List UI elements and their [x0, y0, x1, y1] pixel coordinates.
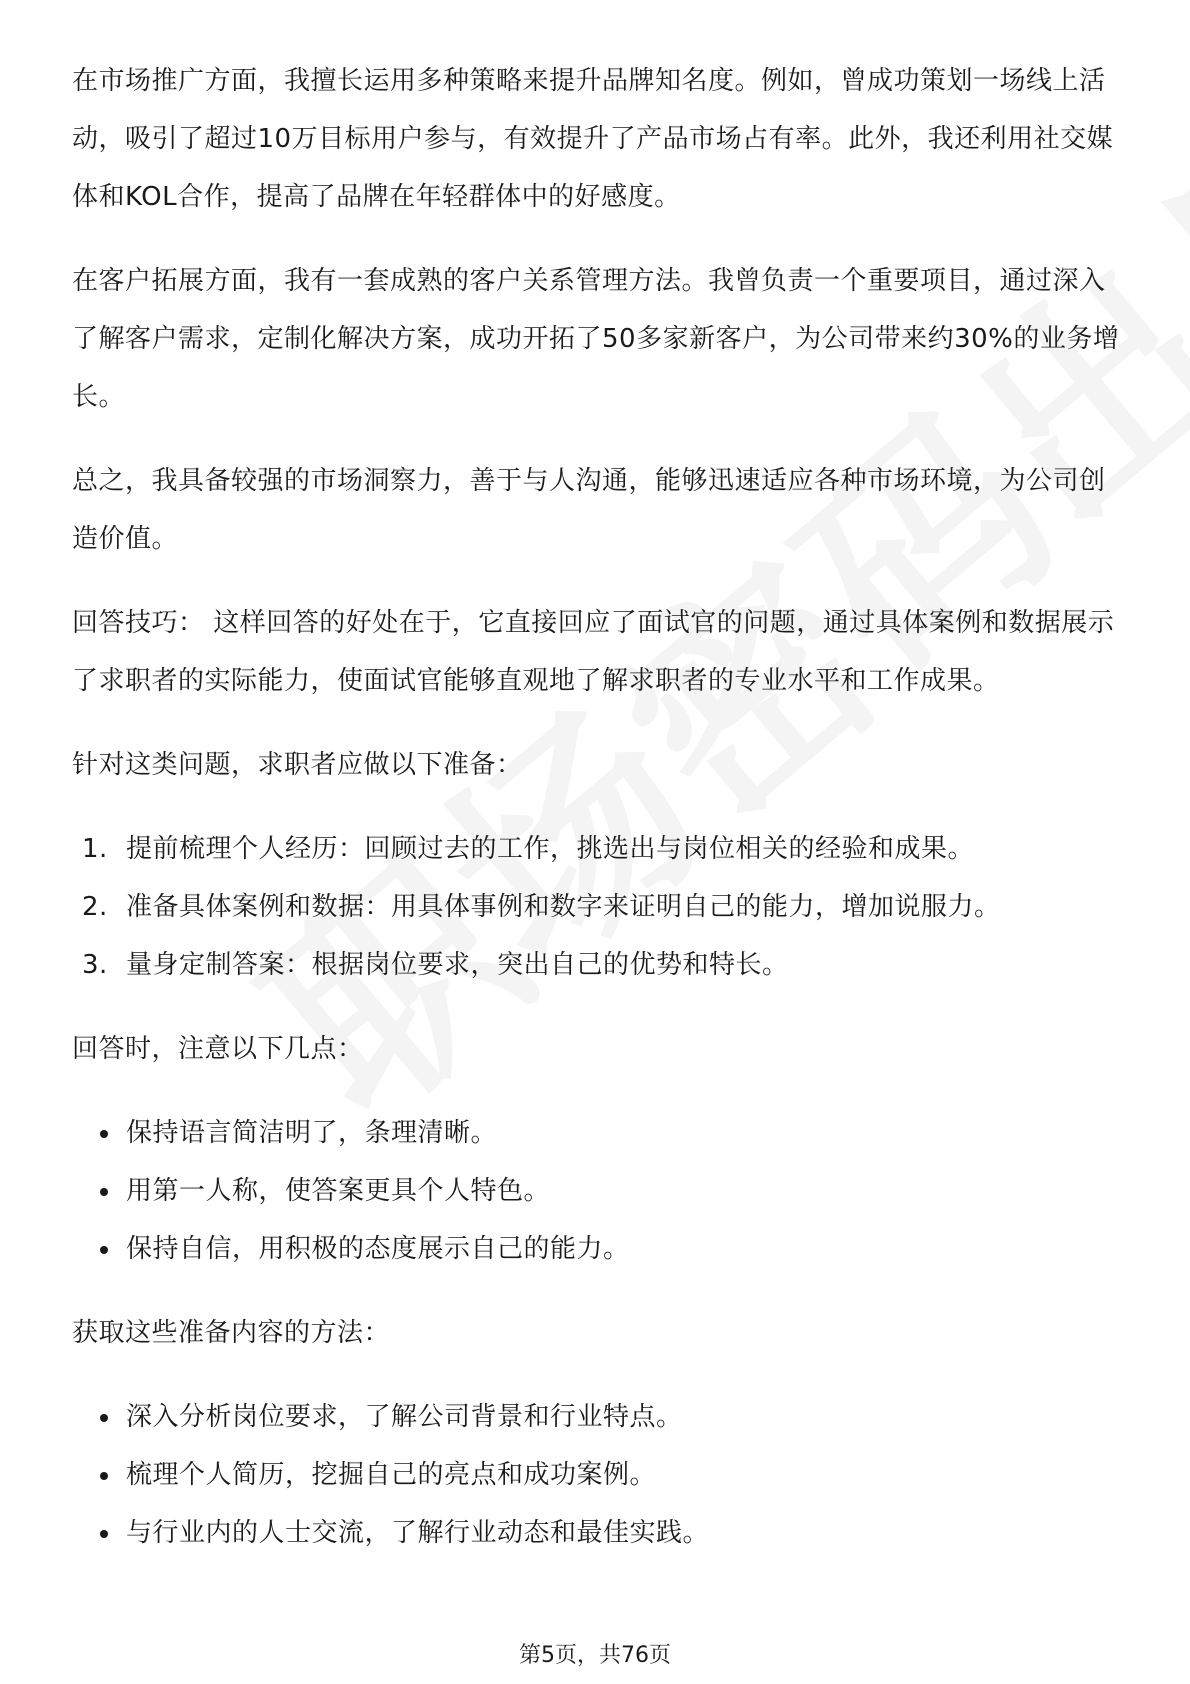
list-number: 1.	[82, 834, 108, 864]
list-item-text: 深入分析岗位要求，了解公司背景和行业特点。	[126, 1402, 683, 1432]
list-item-text: 量身定制答案：根据岗位要求，突出自己的优势和特长。	[126, 950, 789, 980]
list-item	[72, 878, 1128, 936]
bullet-icon	[100, 1130, 108, 1138]
list-item-text: 准备具体案例和数据：用具体事例和数字来证明自己的能力，增加说服力。	[126, 892, 1001, 922]
paragraph-methods-intro: 获取这些准备内容的方法：	[72, 1318, 391, 1348]
list-item-text: 梳理个人简历，挖掘自己的亮点和成功案例。	[126, 1460, 657, 1490]
paragraph-summary: 总之，我具备较强的市场洞察力，善于与人沟通，能够迅速适应各种市场环境，为公司创造价值。	[72, 466, 1106, 554]
bullet-icon	[100, 1530, 108, 1538]
page-number-footer: 第5页，共76页	[519, 1643, 671, 1668]
document-body	[72, 52, 1128, 1588]
list-item	[72, 1162, 1128, 1220]
list-item-text: 保持自信，用积极的态度展示自己的能力。	[126, 1234, 630, 1264]
paragraph-marketing: 在市场推广方面，我擅长运用多种策略来提升品牌知名度。例如，曾成功策划一场线上活动，吸引了超过10万目标用户参与，有效提升了产品市场占有率。此外，我还利用社交媒体和KOL合作，提高了品牌在年轻群体中的好感度。	[72, 66, 1114, 212]
list-item	[72, 1220, 1128, 1278]
bullet-icon	[100, 1472, 108, 1480]
bullet-icon	[100, 1188, 108, 1196]
bullet-icon	[100, 1246, 108, 1254]
list-item	[72, 1104, 1128, 1162]
list-number: 3.	[82, 950, 108, 980]
list-item-text: 提前梳理个人经历：回顾过去的工作，挑选出与岗位相关的经验和成果。	[126, 834, 975, 864]
bullet-icon	[100, 1414, 108, 1422]
list-item	[72, 1504, 1128, 1562]
paragraph-tips-intro: 回答时，注意以下几点：	[72, 1034, 364, 1064]
list-number: 2.	[82, 892, 108, 922]
paragraph-preparation-intro: 针对这类问题，求职者应做以下准备：	[72, 750, 523, 780]
tips-list	[72, 1104, 1128, 1278]
list-item	[72, 936, 1128, 994]
list-item-text: 保持语言简洁明了，条理清晰。	[126, 1118, 498, 1148]
paragraph-answer-tips: 回答技巧： 这样回答的好处在于，它直接回应了面试官的问题，通过具体案例和数据展示了求职者的实际能力，使面试官能够直观地了解求职者的专业水平和工作成果。	[72, 608, 1115, 696]
list-item	[72, 1388, 1128, 1446]
paragraph-client-expansion: 在客户拓展方面，我有一套成熟的客户关系管理方法。我曾负责一个重要项目，通过深入了解客户需求，定制化解决方案，成功开拓了50多家新客户，为公司带来约30%的业务增长。	[72, 266, 1120, 412]
list-item	[72, 1446, 1128, 1504]
list-item-text: 与行业内的人士交流，了解行业动态和最佳实践。	[126, 1518, 710, 1548]
preparation-list	[72, 820, 1128, 994]
list-item	[72, 820, 1128, 878]
list-item-text: 用第一人称，使答案更具个人特色。	[126, 1176, 551, 1206]
methods-list	[72, 1388, 1128, 1562]
